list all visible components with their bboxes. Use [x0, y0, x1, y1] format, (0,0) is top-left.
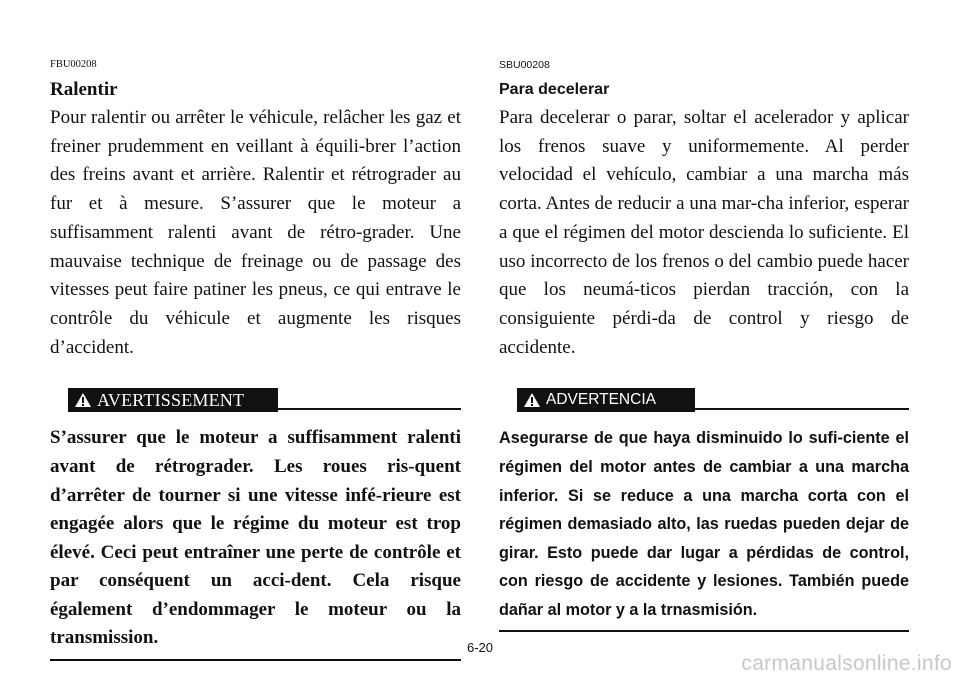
warning-rule	[277, 408, 461, 410]
section-code: FBU00208	[50, 59, 97, 70]
page-number: 6-20	[466, 640, 494, 655]
warning-label: ADVERTENCIA	[546, 391, 656, 409]
section-heading: Para decelerar	[499, 81, 610, 98]
watermark: carmanualsonline.info	[741, 652, 952, 675]
warning-header	[50, 388, 461, 418]
section-body: Para decelerar o parar, soltar el acelerador y aplicar los frenos suave y uniformemente. Al perder velocidad el vehículo, cambiar a una marcha más corta. Antes de reducir a una mar-cha inferior, esperar a que el régimen del motor descienda lo suficiente. El uso incorrecto de los frenos o del cambio puede hacer que los neumá-ticos pierdan tracción, con la consiguiente pérdi-da de control y riesgo de accidente.	[499, 107, 909, 358]
warning-rule	[693, 408, 909, 410]
warning-text: Asegurarse de que haya disminuido lo sufi-ciente el régimen del motor antes de cambiar a una marcha inferior. Si se reduce a una marcha corta con el régimen demasiado alto, las ruedas pueden dejar de girar. Esto puede dar lugar a pérdidas de control, con riesgo de accidente y lesiones. También puede dañar al motor y a la trnasmisión.	[499, 429, 909, 619]
warning-badge	[68, 388, 278, 412]
section-body: Pour ralentir ou arrêter le véhicule, relâcher les gaz et freiner prudemment en veillant à équili-brer l’action des freins avant et arrière. Ralentir et rétrograder au fur et à mesure. S’assurer que le moteur a suffisamment ralenti avant de rétro-grader. Une mauvaise technique de freinage ou de passage des vitesses peut faire patiner les pneus, ce qui entrave le contrôle du véhicule et augmente les risques d’accident.	[50, 107, 461, 358]
warning-triangle-icon	[523, 392, 541, 408]
section-heading: Ralentir	[50, 79, 118, 100]
section-code: SBU00208	[499, 59, 550, 71]
warning-badge	[517, 388, 695, 412]
warning-header	[499, 388, 909, 418]
warning-label: AVERTISSEMENT	[97, 389, 245, 410]
warning-text: S’assurer que le moteur a suffisamment ralenti avant de rétrograder. Les roues ris-quent d’arrêter de tourner si une vitesse infé-rieure est engagée alors que le régime du moteur est trop élevé. Ceci peut entraîner une perte de contrôle et par conséquent un acci-dent. Cela risque également d’endommager le moteur ou la transmission.	[50, 427, 461, 649]
french-column	[50, 58, 461, 661]
warning-triangle-icon	[74, 392, 92, 408]
spanish-column	[499, 58, 909, 632]
warning-bottom-rule	[499, 630, 909, 632]
warning-bottom-rule	[50, 659, 461, 661]
